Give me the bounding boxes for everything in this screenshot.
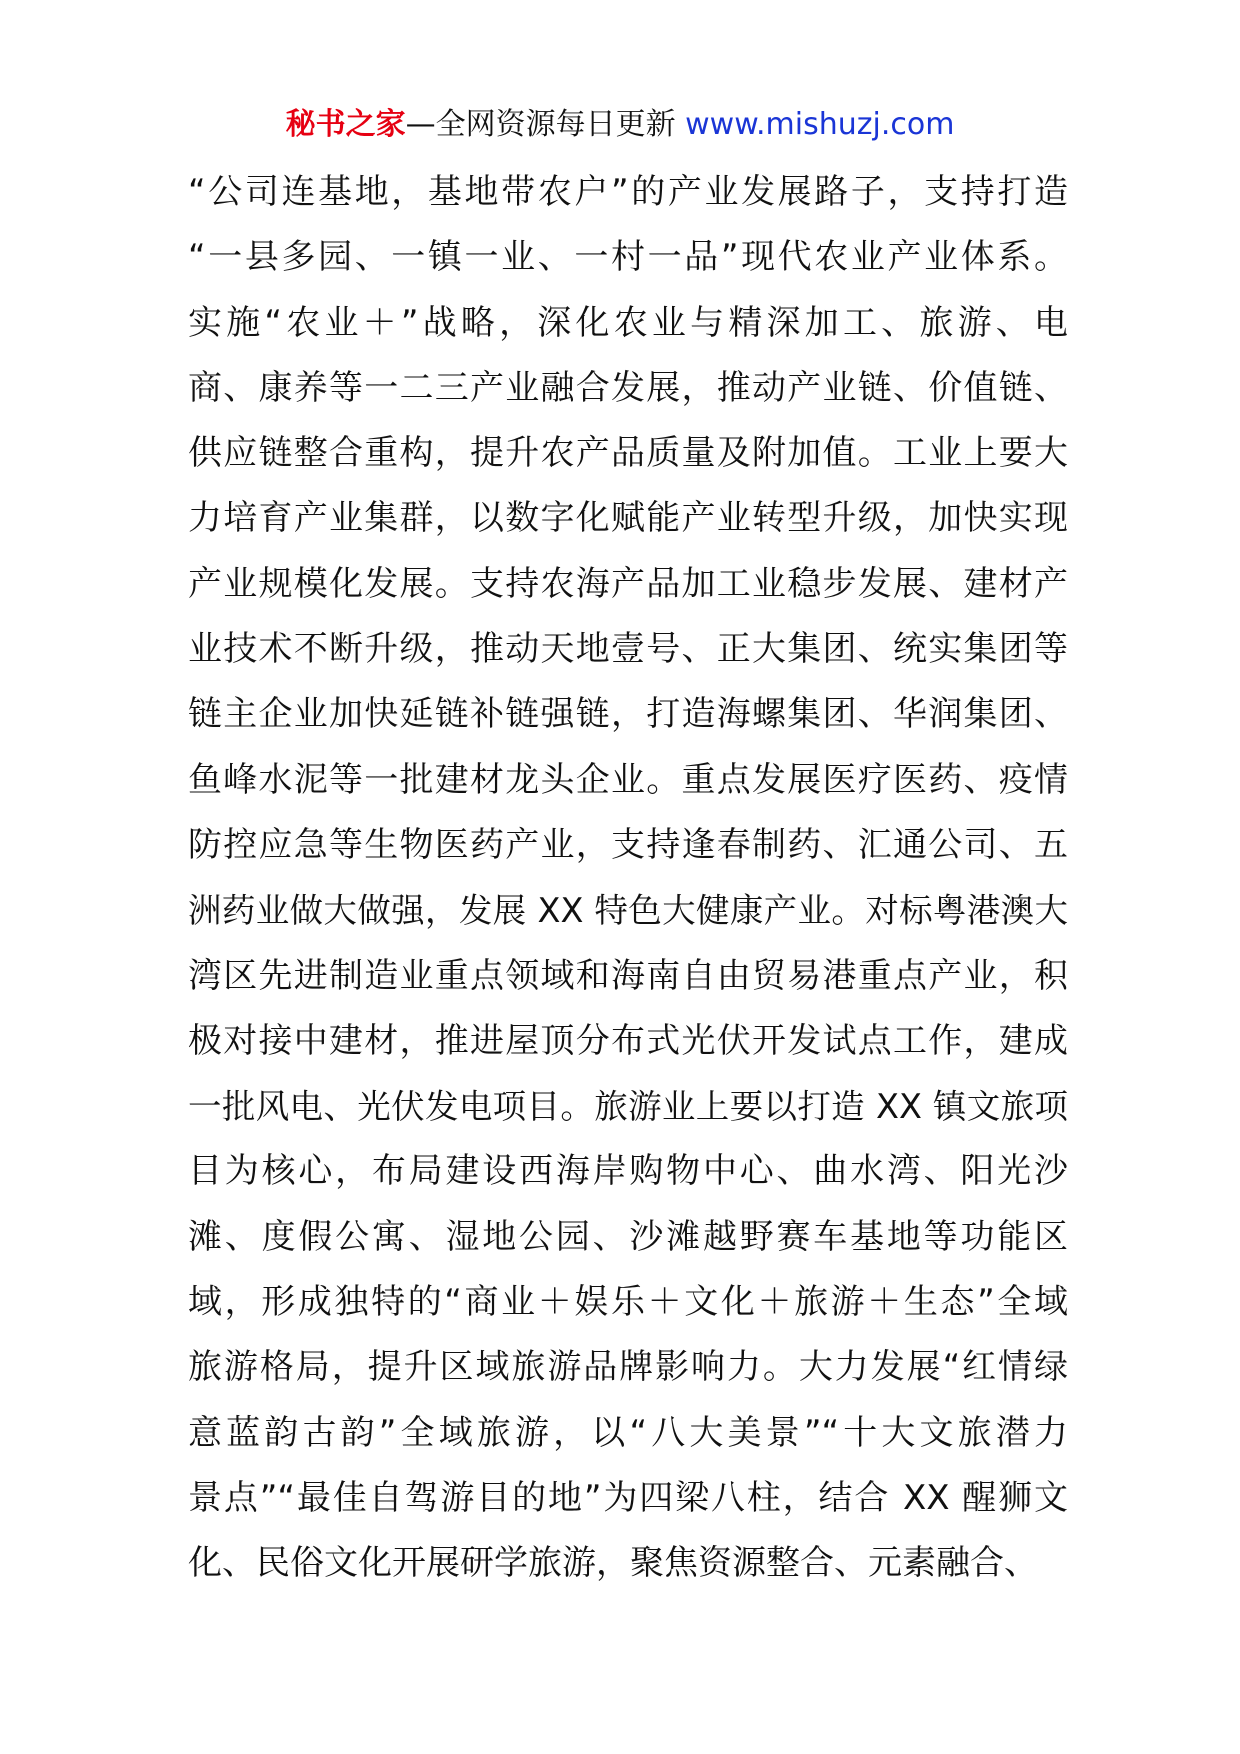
- page-header: [0, 103, 1240, 147]
- text-line: 链主企业加快延链补链强链，打造海螺集团、华润集团、: [188, 694, 1068, 735]
- body-paragraph: [188, 160, 1068, 1597]
- text-line: 意蓝韵古韵”全域旅游，以“八大美景”“十大文旅潜力: [188, 1412, 1068, 1453]
- text-line: 极对接中建材，推进屋顶分布式光伏开发试点工作，建成: [188, 1020, 1068, 1061]
- text-line: 供应链整合重构，提升农产品质量及附加值。工业上要大: [188, 433, 1068, 474]
- text-line: 一批风电、光伏发电项目。旅游业上要以打造 XX 镇文旅项: [188, 1087, 1068, 1127]
- text-line: 域，形成独特的“商业＋娱乐＋文化＋旅游＋生态”全域: [188, 1282, 1068, 1323]
- text-line: 目为核心，布局建设西海岸购物中心、曲水湾、阳光沙: [188, 1151, 1068, 1192]
- text-line: “公司连基地，基地带农户”的产业发展路子，支持打造: [188, 172, 1068, 212]
- header-url-link[interactable]: www.mishuzj.com: [685, 107, 955, 142]
- text-line: 滩、度假公寓、湿地公园、沙滩越野赛车基地等功能区: [188, 1216, 1068, 1257]
- text-line: 防控应急等生物医药产业，支持逢春制药、汇通公司、五: [188, 824, 1068, 865]
- text-line: 商、康养等一二三产业融合发展，推动产业链、价值链、: [188, 367, 1068, 408]
- text-line: 洲药业做大做强，发展 XX 特色大健康产业。对标粤港澳大: [188, 891, 1068, 931]
- text-line: 鱼峰水泥等一批建材龙头企业。重点发展医疗医药、疫情: [188, 759, 1068, 800]
- text-line: 业技术不断升级，推动天地壹号、正大集团、统实集团等: [188, 629, 1068, 670]
- text-line: 实施“农业＋”战略，深化农业与精深加工、旅游、电: [188, 302, 1068, 343]
- text-line: 产业规模化发展。支持农海产品加工业稳步发展、建材产: [188, 563, 1068, 604]
- text-line: 景点”“最佳自驾游目的地”为四梁八柱，结合 XX 醒狮文: [188, 1477, 1068, 1518]
- header-brand: 秘书之家: [285, 107, 406, 142]
- text-line: 湾区先进制造业重点领域和海南自由贸易港重点产业，积: [188, 955, 1068, 996]
- header-slogan: —全网资源每日更新: [405, 107, 686, 142]
- text-line: “一县多园、一镇一业、一村一品”现代农业产业体系。: [188, 237, 1068, 278]
- text-line: 化、民俗文化开展研学旅游，聚焦资源整合、元素融合、: [188, 1543, 1038, 1584]
- text-line: 旅游格局，提升区域旅游品牌影响力。大力发展“红情绿: [188, 1347, 1068, 1388]
- text-line: 力培育产业集群，以数字化赋能产业转型升级，加快实现: [188, 498, 1068, 539]
